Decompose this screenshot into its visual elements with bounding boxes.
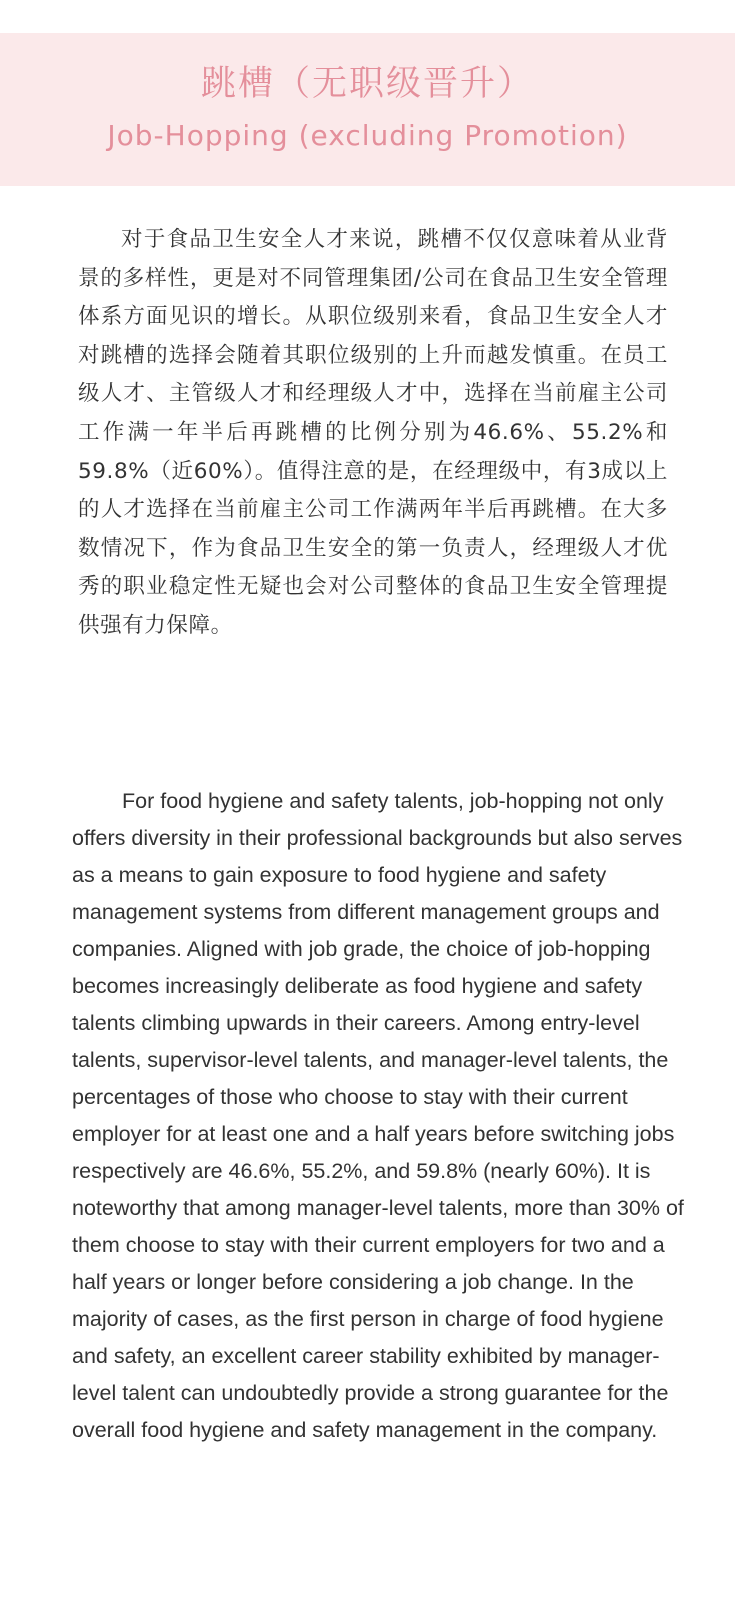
section-title-english: Job-Hopping (excluding Promotion) <box>107 119 628 152</box>
section-title-chinese: 跳槽（无职级晋升） <box>200 64 534 104</box>
paragraph-english: For food hygiene and safety talents, job-hopping not only offers diversity in their professional backgrounds but also serves as a means to gain exposure to food hygiene and safety management systems from different management groups and companies. Aligned with job grade, the choice of job-hopping becomes increasingly deliberate as food hygiene and safety talents climbing upwards in their careers. Among entry-level talents, supervisor-level talents, and manager-level talents, the percentages of those who choose to stay with their current employer for at least one and a half years before switching jobs respectively are 46.6%, 55.2%, and 59.8% (nearly 60%). It is noteworthy that among manager-level talents, more than 30% of them choose to stay with their current employers for two and a half years or longer before considering a job change. In the majority of cases, as the first person in charge of food hygiene and safety, an excellent career stability exhibited by manager-level talent can undoubtedly provide a strong guarantee for the overall food hygiene and safety management in the company. <box>72 789 684 1442</box>
section-header-banner <box>0 33 735 186</box>
paragraph-chinese: 对于食品卫生安全人才来说，跳槽不仅仅意味着从业背景的多样性，更是对不同管理集团/公司在食品卫生安全管理体系方面见识的增长。从职位级别来看，食品卫生安全人才对跳槽的选择会随着其职位级别的上升而越发慎重。在员工级人才、主管级人才和经理级人才中，选择在当前雇主公司工作满一年半后再跳槽的比例分别为46.6%、55.2%和59.8%（近60%）。值得注意的是，在经理级中，有3成以上的人才选择在当前雇主公司工作满两年半后再跳槽。在大多数情况下，作为食品卫生安全的第一负责人，经理级人才优秀的职业稳定性无疑也会对公司整体的食品卫生安全管理提供强有力保障。 <box>78 227 668 638</box>
